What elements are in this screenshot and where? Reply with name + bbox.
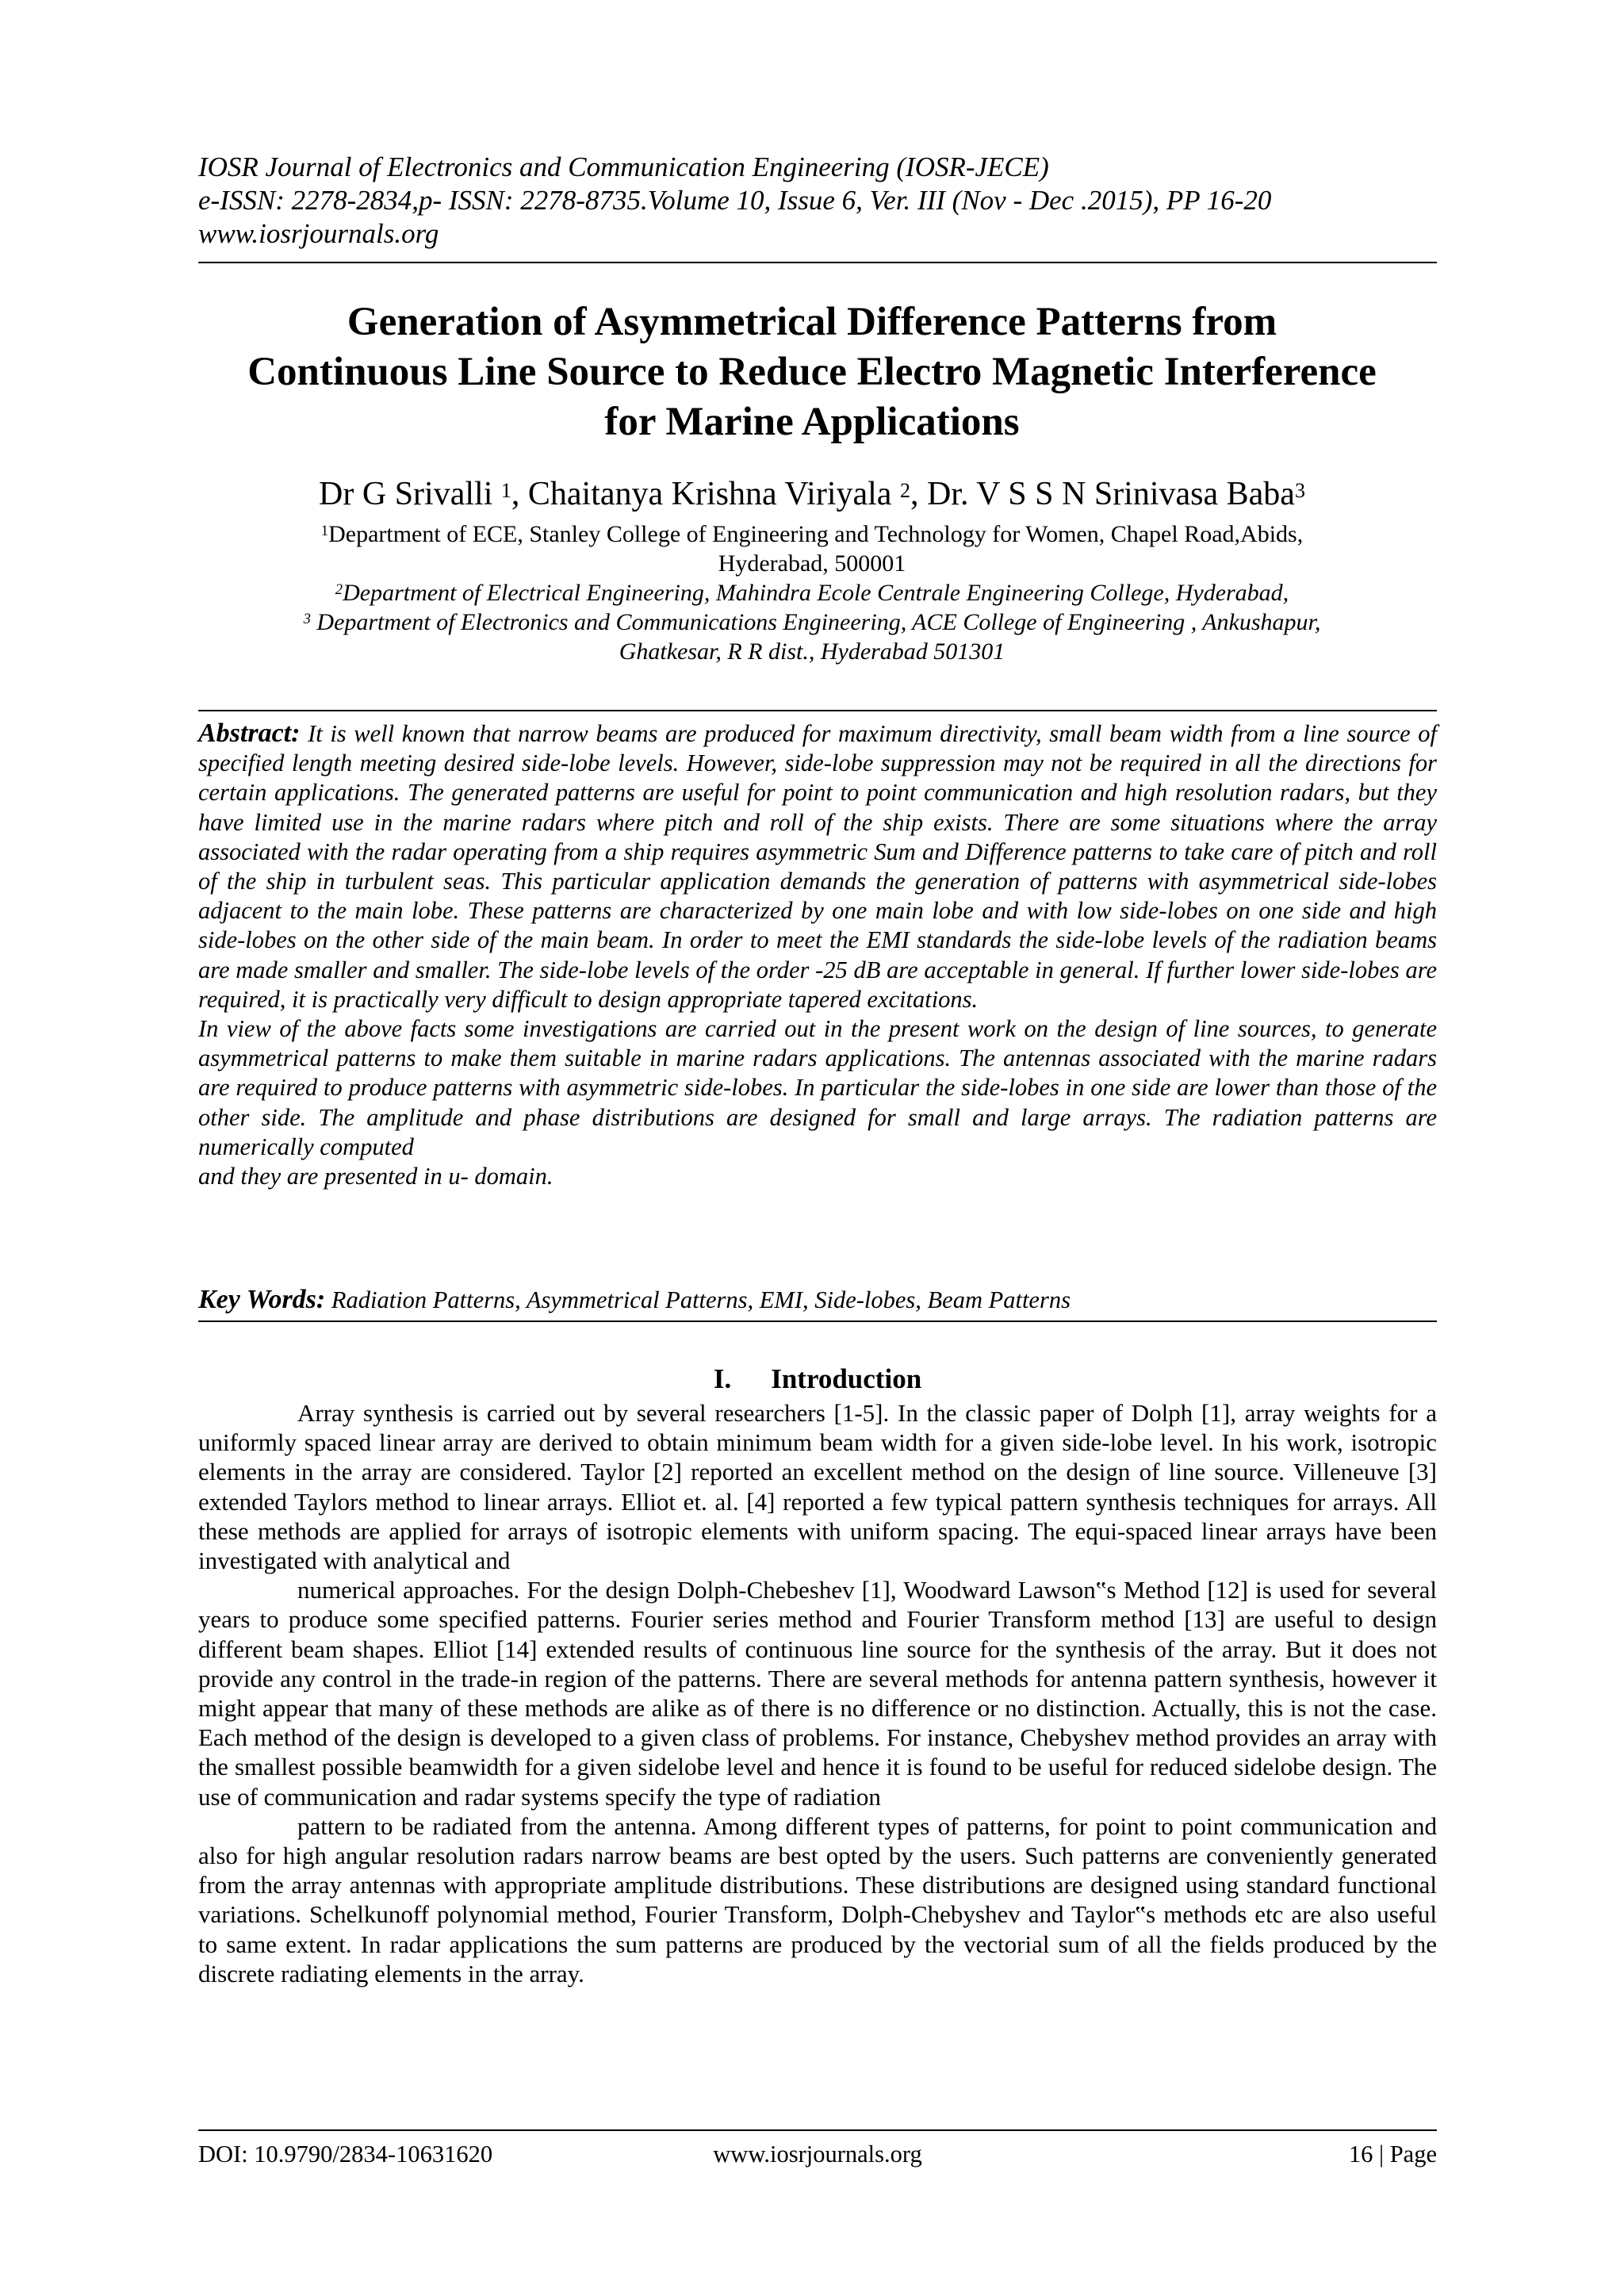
affil-marker: 3: [303, 611, 311, 627]
keywords-text: Radiation Patterns, Asymmetrical Patterns, EMI, Side-lobes, Beam Patterns: [325, 1286, 1071, 1313]
author-name: , Dr. V S S N Srinivasa Baba: [910, 476, 1295, 512]
author-affil-marker: 2: [899, 479, 910, 502]
footer-doi: DOI: 10.9790/2834-10631620: [198, 2141, 493, 2168]
author-name: Dr G Srivalli: [319, 476, 501, 512]
affil-marker: 1: [320, 523, 329, 539]
abstract-paragraph: and they are presented in u- domain.: [198, 1163, 553, 1190]
abstract-label: Abstract:: [198, 719, 301, 748]
section-title: Introduction: [771, 1363, 922, 1394]
footer-website: www.iosrjournals.org: [713, 2141, 922, 2168]
keywords-label: Key Words:: [198, 1285, 326, 1314]
header-rule: [198, 262, 1437, 263]
affil-marker: 2: [335, 581, 343, 598]
author-list: [159, 474, 1465, 514]
affil-text: Department of Electrical Engineering, Mahindra Ecole Centrale Engineering College, Hyderabad,: [343, 580, 1289, 606]
paper-title: [159, 297, 1465, 447]
affil-text: Department of ECE, Stanley College of Engineering and Technology for Women, Chapel Road,Abids,: [328, 521, 1304, 547]
section-number: I.: [713, 1363, 732, 1394]
footer-page-number: 16 | Page: [1348, 2141, 1437, 2168]
abstract-paragraph: In view of the above facts some investigations are carried out in the present work on the design of line sources, to generate asymmetrical patterns to make them suitable in marine radars applications. The antennas associated with the marine radars are required to produce patterns with asymmetric side-lobes. In particular the side-lobes in one side are lower than those of the other side. The amplitude and phase distributions are designed for small and large arrays. The radiation patterns are numerically computed: [198, 1015, 1437, 1160]
keywords: [198, 1285, 1437, 1315]
abstract: [198, 719, 1437, 1191]
affiliation-3-cont: Ghatkesar, R R dist., Hyderabad 501301: [619, 638, 1005, 665]
affiliation-3: [159, 608, 1465, 637]
section-heading: [198, 1363, 1437, 1396]
author-name: , Chaitanya Krishna Viriyala: [511, 476, 900, 512]
journal-header: [198, 151, 1437, 251]
footer-rule: [198, 2129, 1437, 2131]
affiliation-1-cont: Hyderabad, 500001: [718, 550, 906, 577]
affiliation-2: [159, 578, 1465, 608]
body-paragraph: numerical approaches. For the design Dolph-Chebeshev [1], Woodward Lawson‟s Method [12] is used for several years to produce some specified patterns. Fourier series method and Fourier Transform method [13] are useful to design different beam shapes. Elliot [14] extended results of continuous line source for the synthesis of the array. But it does not provide any control in the trade-in region of the patterns. There are several methods for antenna pattern synthesis, however it might appear that many of these methods are alike as of there is no difference or no distinction. Actually, this is not the case. Each method of the design is developed to a given class of problems. For instance, Chebyshev method provides an array with the smallest possible beamwidth for a given sidelobe level and hence it is found to be useful for reduced sidelobe design. The use of communication and radar systems specify the type of radiation: [198, 1576, 1437, 1811]
journal-name: IOSR Journal of Electronics and Communication Engineering (IOSR-JECE): [198, 151, 1049, 182]
body-paragraph: Array synthesis is carried out by several researchers [1-5]. In the classic paper of Dolph [1], array weights for a uniformly spaced linear array are derived to obtain minimum beam width for a given side-lobe level. In his work, isotropic elements in the array are considered. Taylor [2] reported an excellent method on the design of line source. Villeneuve [3] extended Taylors method to linear arrays. Elliot et. al. [4] reported a few typical pattern synthesis techniques for arrays. All these methods are applied for arrays of isotropic elements with uniform spacing. The equi-spaced linear arrays have been investigated with analytical and: [198, 1399, 1437, 1575]
abstract-paragraph: [198, 719, 1437, 1014]
affiliation-1: [159, 519, 1465, 549]
affil-text: Department of Electronics and Communications Engineering, ACE College of Engineering , Ankushapur,: [310, 609, 1321, 635]
title-line: Generation of Asymmetrical Difference Patterns from: [347, 300, 1277, 344]
affiliations: [159, 519, 1465, 666]
author-affil-marker: 3: [1294, 479, 1305, 502]
body-text: [198, 1398, 1437, 1988]
body-paragraph: pattern to be radiated from the antenna. Among different types of patterns, for point to point communication and also for high angular resolution radars narrow beams are best opted by the users. Such patterns are conveniently generated from the array antennas with appropriate amplitude distributions. These distributions are designed using standard functional variations. Schelkunoff polynomial method, Fourier Transform, Dolph-Chebyshev and Taylor‟s methods etc are also useful to same extent. In radar applications the sum patterns are produced by the vectorial sum of all the fields produced by the discrete radiating elements in the array.: [198, 1811, 1437, 1987]
title-line: for Marine Applications: [604, 400, 1020, 444]
author-affil-marker: 1: [500, 479, 511, 502]
abstract-top-rule: [198, 710, 1437, 711]
journal-issn: e-ISSN: 2278-2834,p- ISSN: 2278-8735.Volume 10, Issue 6, Ver. III (Nov - Dec .2015), PP 16-20: [198, 185, 1272, 216]
journal-website: www.iosrjournals.org: [198, 218, 439, 249]
title-line: Continuous Line Source to Reduce Electro Magnetic Interference: [247, 350, 1377, 394]
abstract-text: It is well known that narrow beams are produced for maximum directivity, small beam width from a line source of specified length meeting desired side-lobe levels. However, side-lobe suppression may not be required in all the directions for certain applications. The generated patterns are useful for point to point communication and high resolution radars, but they have limited use in the marine radars where pitch and roll of the ship exists. There are some situations where the array associated with the radar operating from a ship requires asymmetric Sum and Difference patterns to take care of pitch and roll of the ship in turbulent seas. This particular application demands the generation of patterns with asymmetrical side-lobes adjacent to the main lobe. These patterns are characterized by one main lobe and with low side-lobes on one side and high side-lobes on the other side of the main beam. In order to meet the EMI standards the side-lobe levels of the radiation beams are made smaller and smaller. The side-lobe levels of the order -25 dB are acceptable in general. If further lower side-lobes are required, it is practically very difficult to design appropriate tapered excitations.: [198, 720, 1437, 1013]
keywords-bottom-rule: [198, 1320, 1437, 1322]
